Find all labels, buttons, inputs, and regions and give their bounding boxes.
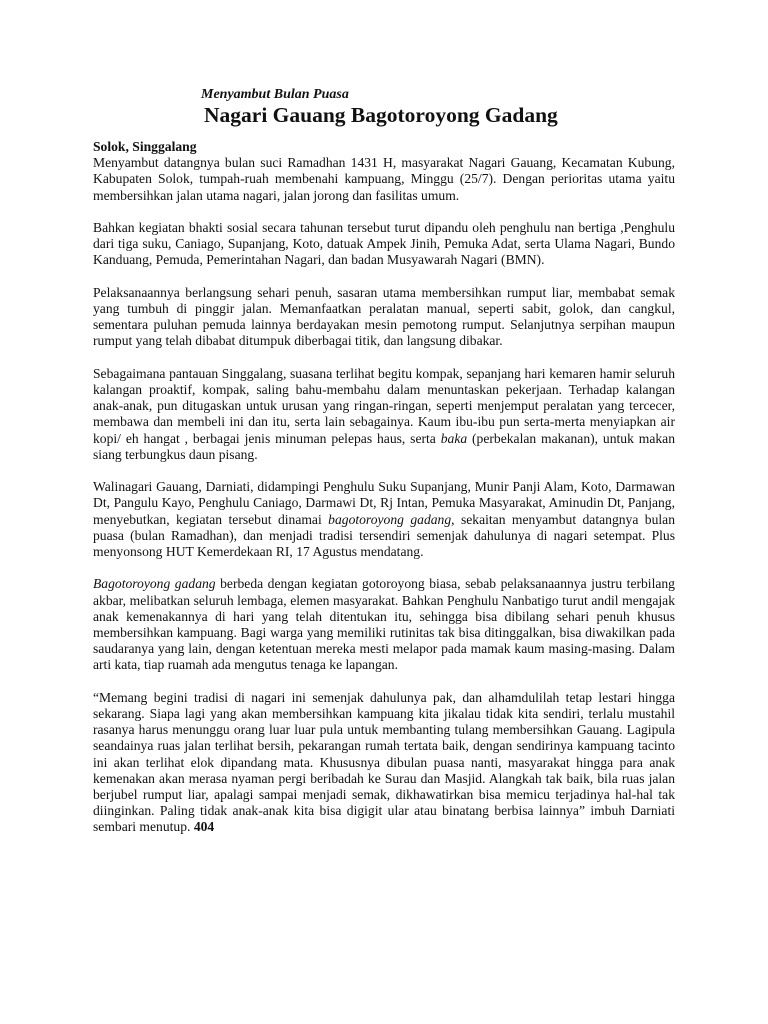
- paragraph-2: Bahkan kegiatan bhakti sosial secara tahunan tersebut turut dipandu oleh penghulu nan bertiga ,Penghulu dari tiga suku, Caniago, Supanjang, Koto, datuak Ampek Jinih, Pemuka Adat, serta Ulama Nagari, Bundo Kanduang, Pemuda, Pemerintahan Nagari, dan badan Musyawarah Nagari (BMN).: [93, 220, 675, 268]
- paragraph-7-text: “Memang begini tradisi di nagari ini semenjak dahulunya pak, dan alhamdulilah tetap lestari hingga sekarang. Siapa lagi yang akan membersihkan kampuang kita jikalau tidak kita sendiri, terlalu mustahil rasanya harus menunggu orang luar luar pula untuk membanting tulang membersihkan Gauang. Lagipula seandainya ruas jalan terlihat bersih, pekarangan rumah tertata baik, dengan sendirinya kampuang tacinto ini akan terlihat elok dipandang mata. Khususnya dibulan puasa nanti, masyarakat hingga para anak kemenakan akan merasa nyaman pergi beribadah ke Surau dan Masjid. Alangkah tak baik, bila ruas jalan berjubel rumput liar, apalagi sampai menjadi semak, dikhawatirkan bisa memicu terjadinya hal-hal tak diinginkan. Paling tidak anak-anak kita bisa digigit ular atau binatang berbisa lainnya” imbuh Darniati sembari menutup.: [93, 689, 675, 835]
- article-dateline: Solok, Singgalang: [93, 139, 197, 154]
- paragraph-5-text-b: , sekaitan menyambut datangnya bulan puasa (bulan Ramadhan), dan menjadi tradisi tersendiri semenjak dahulunya di nagari setempat. Plus menyonsong HUT Kemerdekaan RI, 17 Agustus mendatang.: [93, 511, 675, 560]
- paragraph-3: Pelaksanaannya berlangsung sehari penuh, sasaran utama membersihkan rumput liar, membabat semak yang tumbuh di pinggir jalan. Memanfaatkan peralatan manual, seperti sabit, golok, dan cangkul, sementara puluhan pemuda lainnya berdayakan mesin pemotong rumput. Selanjutnya serpihan maupun rumput yang telah dibabat ditumpuk diberbagai titik, dan langsung dibakar.: [93, 284, 675, 349]
- paragraph-1: Menyambut datangnya bulan suci Ramadhan 1431 H, masyarakat Nagari Gauang, Kecamatan Kubung, Kabupaten Solok, tumpah-ruah membenahi kampuang, Minggu (25/7). Dengan perioritas utama yaitu membersihkan jalan utama nagari, jalan jorong dan fasilitas umum.: [93, 155, 675, 203]
- paragraph-4-text-b: (perbekalan makanan), untuk makan siang terbungkus daun pisang.: [93, 430, 675, 462]
- paragraph-4: [93, 366, 675, 463]
- article-kicker: Menyambut Bulan Puasa: [201, 87, 349, 102]
- paragraph-7: [93, 690, 675, 836]
- paragraph-6-text: berbeda dengan kegiatan gotoroyong biasa, sebab pelaksanaannya justru terbilang akbar, melibatkan seluruh lembaga, elemen masyarakat. Bahkan Penghulu Nanbatigo turut andil mengajak anak kemenakannya di hari yang telah ditentukan itu, sehingga bisa dibilang sehari penuh khusus membersihkan kampuang. Bagi warga yang memiliki rutinitas tak bisa ditinggalkan, bisa diwakilkan pada saudaranya yang lain, dengan ketentuan mereka mesti melapor pada mamak kaum masing-masing. Dalam arti kata, tiap ruamah ada mengutus tenaga ke lapangan.: [93, 576, 675, 673]
- paragraph-6: [93, 576, 675, 673]
- paragraph-5-italic-term: bagotoroyong gadang: [328, 511, 452, 527]
- article-body: [93, 139, 675, 852]
- paragraph-4-text-a: Sebagaimana pantauan Singgalang, suasana terlihat begitu kompak, sepanjang hari kemaren hamir seluruh kalangan proaktif, kompak, saling bahu-membahu dalam menuntaskan pekerjaan. Terhadap kalangan anak-anak, pun ditugaskan untuk urusan yang ringan-ringan, seperti menjemput peralatan yang tercecer, membawa dan membeli ini dan itu, serta lain sebagainya. Kaum ibu-ibu pun serta-merta menyiapkan air kopi/ eh hangat , berbagai jenis minuman pelepas haus, serta: [93, 365, 675, 446]
- paragraph-4-italic-term: baka: [440, 430, 468, 446]
- paragraph-5-text-a: Walinagari Gauang, Darniati, didampingi Penghulu Suku Supanjang, Munir Panji Alam, Koto, Darmawan Dt, Pangulu Kayo, Penghulu Caniago, Darmawi Dt, Rj Intan, Pemuka Masyarakat, Aminudin Dt, Panjang, menyebutkan, kegiatan tersebut dinamai: [93, 479, 675, 527]
- author-code: 404: [193, 819, 215, 835]
- paragraph-6-italic-term: Bagotoroyong gadang: [93, 576, 216, 592]
- paragraph-5: [93, 479, 675, 560]
- article-headline: Nagari Gauang Bagotoroyong Gadang: [204, 103, 558, 127]
